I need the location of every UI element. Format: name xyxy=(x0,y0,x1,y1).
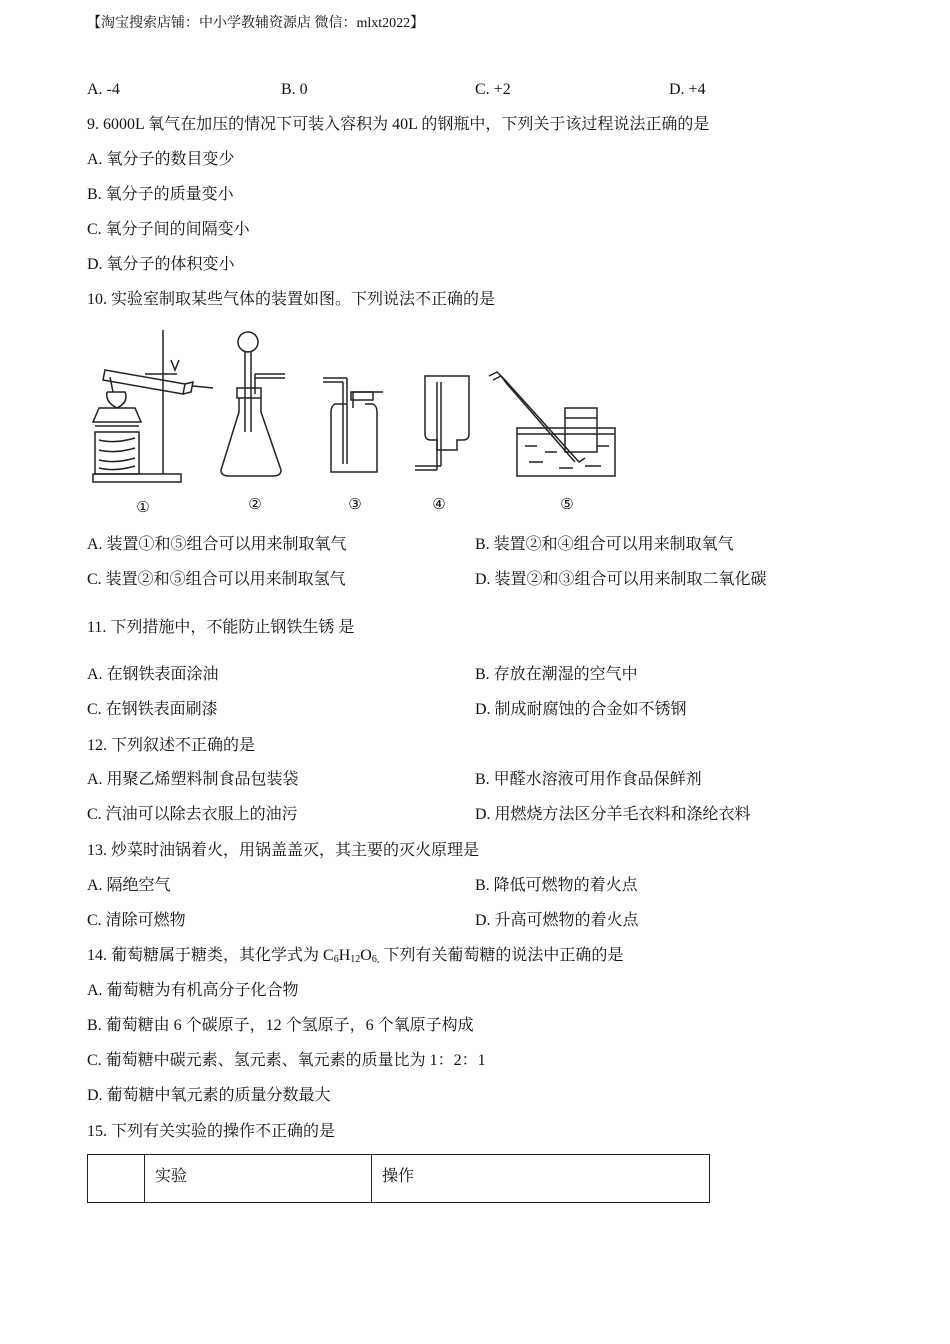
apparatus-3-gas-bottle xyxy=(323,378,383,472)
formula-element: O xyxy=(360,947,372,964)
apparatus-2-conical-flask xyxy=(221,332,285,476)
formula-element: H xyxy=(338,947,351,964)
q14-option-c: C. 葡萄糖中碳元素、氢元素、氧元素的质量比为 1：2：1 xyxy=(87,1052,486,1069)
q11-option-d: D. 制成耐腐蚀的合金如不锈钢 xyxy=(475,701,687,718)
q8-option-d: D. +4 xyxy=(669,81,706,98)
formula-subscript: 12 xyxy=(350,954,361,965)
q8-option-a: A. -4 xyxy=(87,81,120,98)
apparatus-5-water-trough xyxy=(489,372,615,476)
q10-option-a: A. 装置①和⑤组合可以用来制取氧气 xyxy=(87,536,347,553)
q10-option-c: C. 装置②和⑤组合可以用来制取氢气 xyxy=(87,571,346,588)
q13-option-c: C. 清除可燃物 xyxy=(87,912,186,929)
q11-option-c: C. 在钢铁表面刷漆 xyxy=(87,701,218,718)
q12-stem: 12. 下列叙述不正确的是 xyxy=(87,737,256,754)
q14-stem-tail: 下列有关葡萄糖的说法中正确的是 xyxy=(379,947,624,964)
q11-option-b: B. 存放在潮湿的空气中 xyxy=(475,666,638,683)
q12-option-d: D. 用燃烧方法区分羊毛衣料和涤纶衣料 xyxy=(475,806,751,823)
q14-stem xyxy=(87,946,623,970)
q10-option-b: B. 装置②和④组合可以用来制取氧气 xyxy=(475,536,734,553)
q13-option-b: B. 降低可燃物的着火点 xyxy=(475,877,638,894)
table-row xyxy=(88,1155,710,1203)
q10-apparatus-figure xyxy=(85,322,625,522)
q14-option-b: B. 葡萄糖由 6 个碳原子，12 个氢原子，6 个氧原子构成 xyxy=(87,1017,474,1034)
q15-table xyxy=(87,1154,710,1203)
page-header-watermark: 【淘宝搜索店铺：中小学教辅资源店 微信：mlxt2022】 xyxy=(87,16,425,31)
q15-stem: 15. 下列有关实验的操作不正确的是 xyxy=(87,1123,336,1140)
q8-option-c: C. +2 xyxy=(475,81,511,98)
q9-option-d: D. 氧分子的体积变小 xyxy=(87,256,235,273)
formula-subscript: 6 xyxy=(333,954,339,965)
q14-stem-text: 14. 葡萄糖属于糖类，其化学式为 C xyxy=(87,947,334,964)
q13-option-d: D. 升高可燃物的着火点 xyxy=(475,912,639,929)
q14-option-d: D. 葡萄糖中氧元素的质量分数最大 xyxy=(87,1087,331,1104)
figure-label-3: ③ xyxy=(348,495,362,513)
q9-option-b: B. 氧分子的质量变小 xyxy=(87,186,234,203)
q8-option-b: B. 0 xyxy=(281,81,308,98)
q11-option-a: A. 在钢铁表面涂油 xyxy=(87,666,219,683)
figure-label-5: ⑤ xyxy=(560,495,574,513)
figure-label-4: ④ xyxy=(432,495,446,513)
table-header-experiment: 实验 xyxy=(145,1155,372,1203)
q13-stem: 13. 炒菜时油锅着火，用锅盖盖灭，其主要的灭火原理是 xyxy=(87,842,480,859)
q13-option-a: A. 隔绝空气 xyxy=(87,877,171,894)
figure-label-2: ② xyxy=(248,495,262,513)
q10-stem: 10. 实验室制取某些气体的装置如图。下列说法不正确的是 xyxy=(87,291,496,308)
apparatus-1-heating-tube xyxy=(93,330,213,482)
q9-stem: 9. 6000L 氧气在加压的情况下可装入容积为 40L 的钢瓶中，下列关于该过程说法正确的是 xyxy=(87,116,710,133)
table-header-index xyxy=(88,1155,145,1203)
q12-option-c: C. 汽油可以除去衣服上的油污 xyxy=(87,806,298,823)
q12-option-b: B. 甲醛水溶液可用作食品保鲜剂 xyxy=(475,771,702,788)
q14-option-a: A. 葡萄糖为有机高分子化合物 xyxy=(87,982,299,999)
figure-label-1: ① xyxy=(136,498,150,516)
q9-option-a: A. 氧分子的数目变少 xyxy=(87,151,235,168)
formula-subscript: 6, xyxy=(371,954,380,965)
q9-option-c: C. 氧分子间的间隔变小 xyxy=(87,221,250,238)
apparatus-4-inverted-bottle xyxy=(415,376,469,470)
table-header-operation: 操作 xyxy=(372,1155,710,1203)
q11-stem: 11. 下列措施中，不能防止钢铁生锈 是 xyxy=(87,619,355,636)
q10-option-d: D. 装置②和③组合可以用来制取二氧化碳 xyxy=(475,571,767,588)
q12-option-a: A. 用聚乙烯塑料制食品包装袋 xyxy=(87,771,299,788)
